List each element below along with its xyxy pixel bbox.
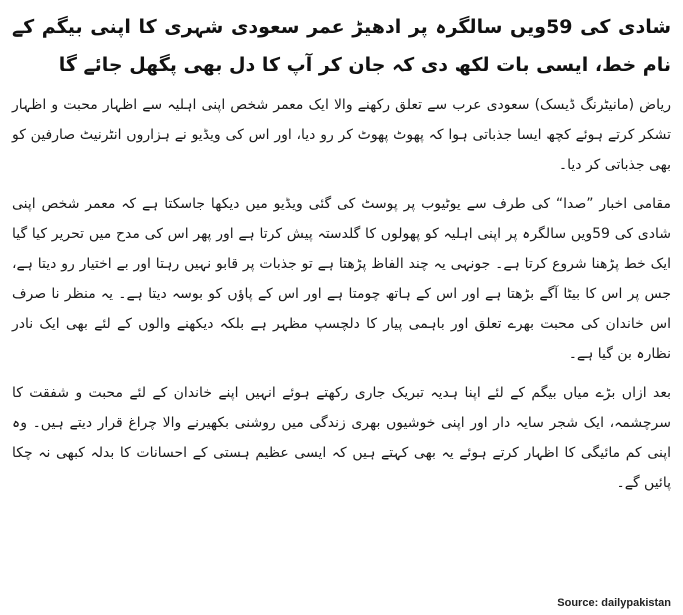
article-paragraph-2: مقامی اخبار ”صدا“ کی طرف سے یوٹیوب پر پوسٹ کی گئی ویڈیو میں دیکھا جاسکتا ہے کہ معمر شخص اپنی شادی کی 59ویں سالگرہ پر اپنی اہلیہ کو پھولوں کا گلدستہ پیش کرتا ہے اور پھر اس کی مدح میں تحریر کیا گیا ایک خط پڑھنا شروع کرتا ہے۔ جونہی یہ چند الفاظ پڑھتا ہے تو جذبات پر قابو نہیں رہتا اور بے اختیار رو دیتا ہے، جس پر اس کا بیٹا آگے بڑھتا ہے اور اس کے ہاتھ چومتا ہے اور اس کے پاؤں کو بوسہ دیتا ہے۔ یہ منظر نا صرف اس خاندان کی محبت بھرے تعلق اور باہمی پیار کا دلچسپ مظہر ہے بلکہ دیکھنے والوں کے لئے بھی ایک نادر نظارہ بن گیا ہے۔ <box>12 196 671 362</box>
article-source: Source: dailypakistan <box>557 597 671 609</box>
news-article <box>12 8 671 507</box>
article-headline: شادی کی 59ویں سالگرہ پر ادھیڑ عمر سعودی شہری کا اپنی بیگم کے نام خط، ایسی بات لکھ دی کہ جان کر آپ کا دل بھی پگھل جائے گا <box>12 16 672 76</box>
article-paragraph-1: ریاض (مانیٹرنگ ڈیسک) سعودی عرب سے تعلق رکھنے والا ایک معمر شخص اپنی اہلیہ سے اظہار محبت و اظہار تشکر کرتے ہوئے کچھ ایسا جذباتی ہوا کہ پھوٹ پھوٹ کر رو دیا، اور اس کی ویڈیو نے ہزاروں انٹرنیٹ صارفین کو بھی جذباتی کر دیا۔ <box>12 97 671 173</box>
article-paragraph-3: بعد ازاں بڑے میاں بیگم کے لئے اپنا ہدیہ تبریک جاری رکھتے ہوئے انہیں اپنے خاندان کے لئے محبت و شفقت کا سرچشمہ، ایک شجر سایہ دار اور اپنی خوشیوں بھری زندگی میں روشنی بکھیرنے والا چراغ قرار دیتے ہیں۔ وہ اپنی کم مائیگی کا اظہار کرتے ہوئے یہ بھی کہتے ہیں کہ ایسی عظیم ہستی کے احسانات کا بدلہ کبھی نہ چکا پائیں گے۔ <box>12 385 671 491</box>
